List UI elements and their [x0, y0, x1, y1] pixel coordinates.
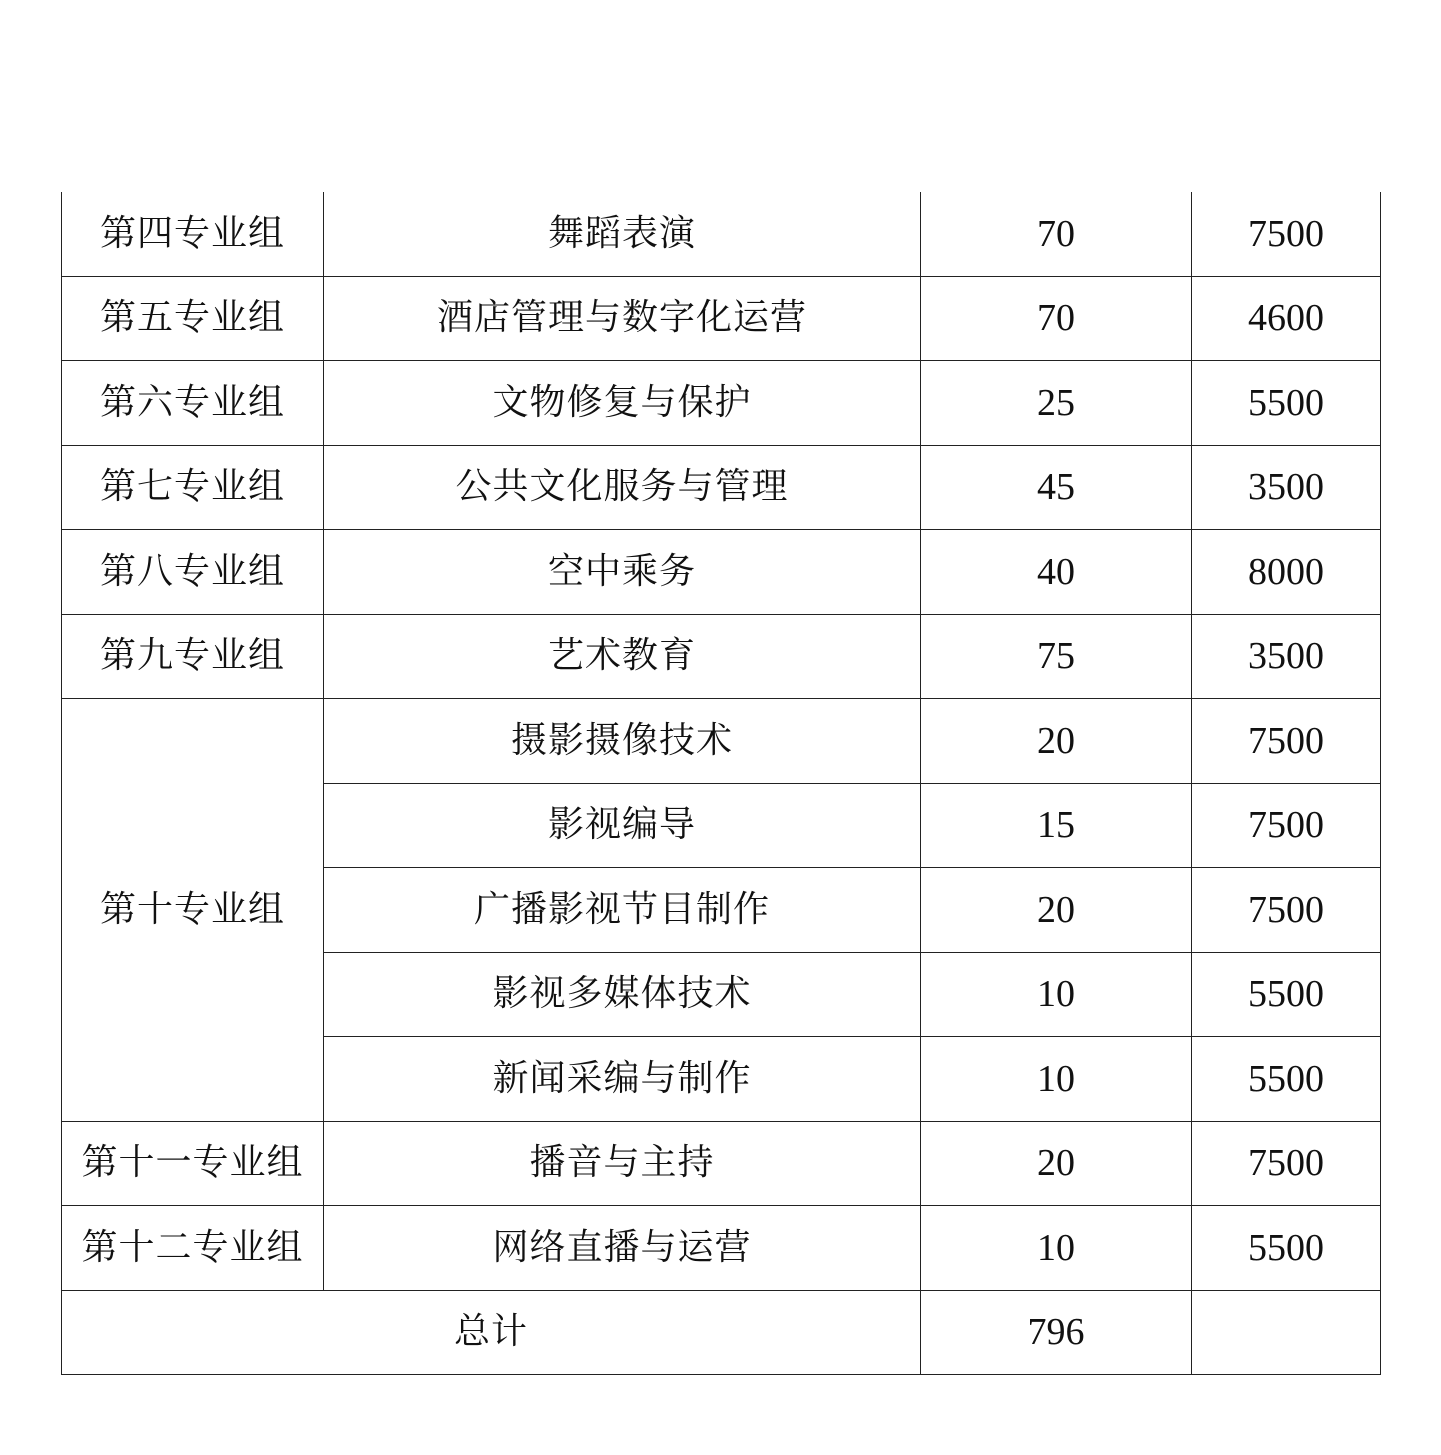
group-cell: 第十专业组 [62, 699, 324, 1122]
fee-cell: 7500 [1192, 1121, 1381, 1206]
table-row [62, 1206, 1381, 1291]
major-cell: 摄影摄像技术 [324, 699, 921, 784]
total-fee [1192, 1290, 1381, 1375]
major-cell: 酒店管理与数字化运营 [324, 276, 921, 361]
fee-cell: 4600 [1192, 276, 1381, 361]
count-cell: 20 [921, 699, 1192, 784]
count-cell: 20 [921, 1121, 1192, 1206]
table-row [62, 614, 1381, 699]
fee-cell: 7500 [1192, 192, 1381, 276]
count-cell: 10 [921, 1037, 1192, 1122]
fee-cell: 3500 [1192, 445, 1381, 530]
group-cell: 第十一专业组 [62, 1121, 324, 1206]
table-row [62, 699, 1381, 784]
fee-cell: 7500 [1192, 699, 1381, 784]
fee-cell: 7500 [1192, 868, 1381, 953]
fee-cell: 5500 [1192, 952, 1381, 1037]
group-cell: 第七专业组 [62, 445, 324, 530]
group-cell: 第四专业组 [62, 192, 324, 276]
major-cell: 公共文化服务与管理 [324, 445, 921, 530]
major-cell: 艺术教育 [324, 614, 921, 699]
count-cell: 20 [921, 868, 1192, 953]
group-cell: 第十二专业组 [62, 1206, 324, 1291]
total-label: 总计 [62, 1290, 921, 1375]
table-row [62, 1121, 1381, 1206]
fee-cell: 3500 [1192, 614, 1381, 699]
fee-cell: 5500 [1192, 1206, 1381, 1291]
table-row [62, 530, 1381, 615]
major-cell: 影视编导 [324, 783, 921, 868]
table-row [62, 192, 1381, 276]
count-cell: 70 [921, 192, 1192, 276]
fee-cell: 5500 [1192, 1037, 1381, 1122]
fee-cell: 8000 [1192, 530, 1381, 615]
group-cell: 第八专业组 [62, 530, 324, 615]
count-cell: 75 [921, 614, 1192, 699]
count-cell: 70 [921, 276, 1192, 361]
total-row [62, 1290, 1381, 1375]
fee-cell: 5500 [1192, 361, 1381, 446]
group-cell: 第五专业组 [62, 276, 324, 361]
enrollment-table [61, 192, 1381, 1375]
total-count: 796 [921, 1290, 1192, 1375]
count-cell: 25 [921, 361, 1192, 446]
major-cell: 网络直播与运营 [324, 1206, 921, 1291]
count-cell: 10 [921, 952, 1192, 1037]
major-cell: 播音与主持 [324, 1121, 921, 1206]
table-row [62, 276, 1381, 361]
count-cell: 15 [921, 783, 1192, 868]
major-cell: 舞蹈表演 [324, 192, 921, 276]
major-cell: 空中乘务 [324, 530, 921, 615]
count-cell: 10 [921, 1206, 1192, 1291]
fee-cell: 7500 [1192, 783, 1381, 868]
major-cell: 新闻采编与制作 [324, 1037, 921, 1122]
major-cell: 影视多媒体技术 [324, 952, 921, 1037]
count-cell: 45 [921, 445, 1192, 530]
count-cell: 40 [921, 530, 1192, 615]
group-cell: 第九专业组 [62, 614, 324, 699]
group-cell: 第六专业组 [62, 361, 324, 446]
table-row [62, 445, 1381, 530]
table-row [62, 361, 1381, 446]
major-cell: 广播影视节目制作 [324, 868, 921, 953]
major-cell: 文物修复与保护 [324, 361, 921, 446]
